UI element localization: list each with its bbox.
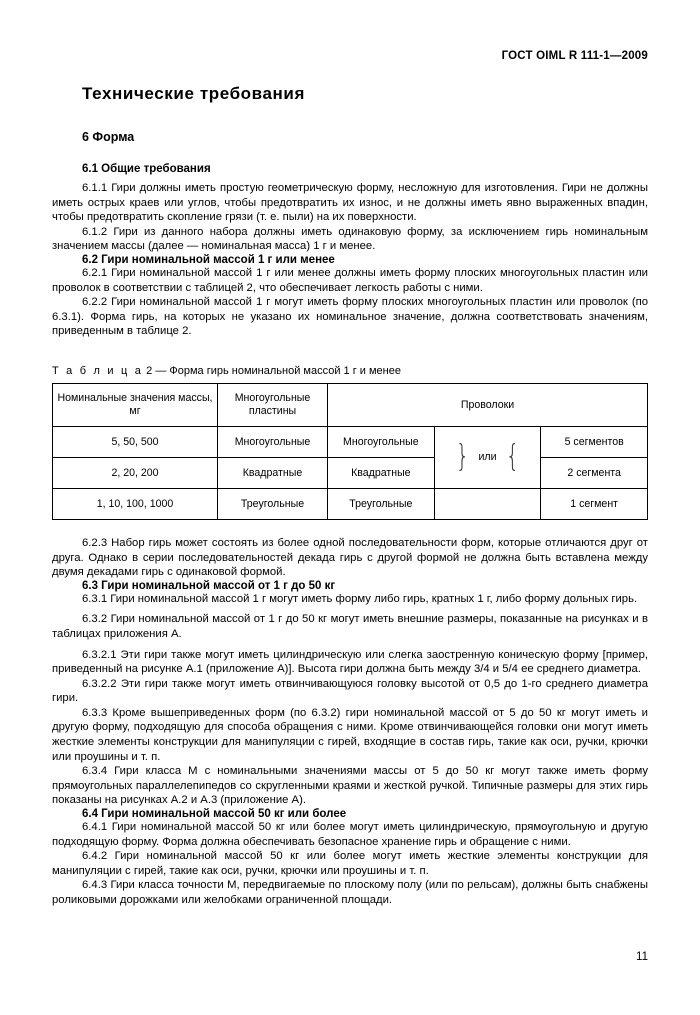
page-title: Технические требования <box>82 84 305 103</box>
table-row <box>53 488 648 519</box>
block-6-1 <box>52 181 648 254</box>
cell-plate-shape: Квадратные <box>218 457 328 488</box>
cell-wire-shape: Квадратные <box>328 457 435 488</box>
brace-left-icon: { <box>505 439 519 475</box>
cell-nominal-mass: 1, 10, 100, 1000 <box>53 488 218 519</box>
forms-table <box>52 383 648 520</box>
cell-wire-shape: Треугольные <box>328 488 435 519</box>
table-head <box>53 383 648 426</box>
paragraph-6-3-2: 6.3.2 Гири номинальной массой от 1 г до 50 кг могут иметь внешние размеры, показанные на рисунках и в таблицах приложения А. <box>52 613 648 640</box>
header-polygonal-plates: Многоугольные пластины <box>218 383 328 426</box>
paragraph-6-3-1: 6.3.1 Гири номинальной массой 1 г могут иметь форму либо гирь, кратных 1 г, либо форму дольных гирь. <box>82 592 638 605</box>
table-spacer <box>52 520 648 536</box>
cell-segments: 2 сегмента <box>541 457 648 488</box>
paragraph-6-4-1: 6.4.1 Гири номинальной массой 50 кг или более могут иметь цилиндрическую, прямоугольную и другую подходящую форму. Форма должна обеспечивать безопасное хранение гирь и обращение с ними. <box>52 821 648 848</box>
brace-or-cell <box>434 426 541 488</box>
brace-empty-cell <box>434 488 541 519</box>
table-row <box>53 426 648 457</box>
cell-nominal-mass: 2, 20, 200 <box>53 457 218 488</box>
header-wires: Проволоки <box>328 383 648 426</box>
table-row <box>53 457 648 488</box>
table-body <box>53 426 648 519</box>
heading-6-1: 6.1 Общие требования <box>82 163 211 175</box>
paragraph-6-3-2-2: 6.3.2.2 Эти гири также могут иметь отвинчивающуюся головку высотой от 0,5 до 1-го среднего диаметра гири. <box>52 677 648 705</box>
paragraph-6-2-1: 6.2.1 Гири номинальной массой 1 г или менее должны иметь форму плоских многоугольных пластин или проволок в соответствии с таблицей 2, что обеспечивает легкость работы с ними. <box>52 266 648 294</box>
cell-wire-shape: Многоугольные <box>328 426 435 457</box>
cell-segments: 5 сегментов <box>541 426 648 457</box>
cell-plate-shape: Треугольные <box>218 488 328 519</box>
header-nominal-mass: Номинальные значения массы, мг <box>53 383 218 426</box>
paragraph-6-3-3: 6.3.3 Кроме вышеприведенных форм (по 6.3.2) гири номинальной массой от 5 до 50 кг могут иметь и другую форму, подходящую для способа обращения с ними. Кроме отвинчивающейся головки они могут иметь жесткие элементы конструкции для манипуляции с гирей, входящие в состав гирь, такие как оси, ручки, крючки или проушины и т. п. <box>52 706 648 763</box>
paragraph-6-4-2: 6.4.2 Гири номинальной массой 50 кг или более могут иметь жесткие элементы конструкции для манипуляции с гирей, такие как оси, ручки, крючки или проушины и т. п. <box>52 850 648 877</box>
heading-6-4: 6.4 Гири номинальной массой 50 кг или более <box>82 808 347 821</box>
brace-right-icon: } <box>456 439 470 475</box>
section-heading-6: 6 Форма <box>82 130 135 144</box>
table-header-row <box>53 383 648 426</box>
running-head: ГОСТ OIML R 111-1—2009 <box>501 50 648 62</box>
cell-plate-shape: Многоугольные <box>218 426 328 457</box>
paragraph-6-2-2: 6.2.2 Гири номинальной массой 1 г могут иметь форму плоских многоугольных пластин или проволок (по 6.3.1). Форма гирь, на которых не указано их номинальное значение, должна соответствовать значениям, приведенным в таблице 2. <box>52 296 648 338</box>
paragraph-6-3-2-1: 6.3.2.1 Эти гири также могут иметь цилиндрическую или слегка заостренную коническую форму [пример, приведенный на рисунке А.1 (приложение А)]. Высота гири должна быть между 3/4 и 5/4 ее среднего диаметра. <box>52 648 648 676</box>
paragraph-6-3-4: 6.3.4 Гири класса М с номинальными значениями массы от 5 до 50 кг могут также иметь форму прямоугольных параллелепипедов со скругленными краями и жесткой ручкой. Типичные размеры для этих гирь показаны на рисунках А.2 и А.3 (приложение А). <box>52 765 648 807</box>
page-content <box>52 84 648 908</box>
cell-segments: 1 сегмент <box>541 488 648 519</box>
paragraph-6-4-3: 6.4.3 Гири класса точности М, передвигаемые по плоскому полу (или по рельсам), должны быть снабжены роликовыми дорожками или желобками ограниченной площади. <box>52 879 648 906</box>
paragraph-6-1-1: 6.1.1 Гири должны иметь простую геометрическую форму, несложную для изготовления. Гири не должны иметь острых краев или углов, чтобы предотвратить их износ, и не должны иметь явно выраженных впадин, чтобы предотвратить скопление грязи (т. е. пыли) на их поверхности. <box>52 182 648 224</box>
brace-group <box>437 431 539 484</box>
block-6-2 <box>52 266 648 339</box>
table-caption <box>52 365 648 377</box>
table-caption-text: — Форма гирь номинальной массой 1 г и менее <box>155 364 401 377</box>
page-number: 11 <box>636 951 648 963</box>
paragraph-6-2-3: 6.2.3 Набор гирь может состоять из более одной последовательности форм, которые отличаются друг от друга. Однако в серии последовательностей декада гирь с другой формой не должна быть вставлена между двумя декадами гирь с одинаковой формой. <box>52 536 648 579</box>
cell-nominal-mass: 5, 50, 500 <box>53 426 218 457</box>
heading-6-2: 6.2 Гири номинальной массой 1 г или менее <box>82 253 335 266</box>
brace-label: или <box>478 451 497 464</box>
table-caption-label: Т а б л и ц а <box>52 364 144 377</box>
table-caption-number: 2 <box>146 364 153 377</box>
paragraph-6-1-2: 6.1.2 Гири из данного набора должны иметь одинаковую форму, за исключением гирь номинальным значением массы (далее — номинальная масса) 1 г и менее. <box>52 225 648 253</box>
heading-6-3: 6.3 Гири номинальной массой от 1 г до 50 кг <box>82 579 336 592</box>
